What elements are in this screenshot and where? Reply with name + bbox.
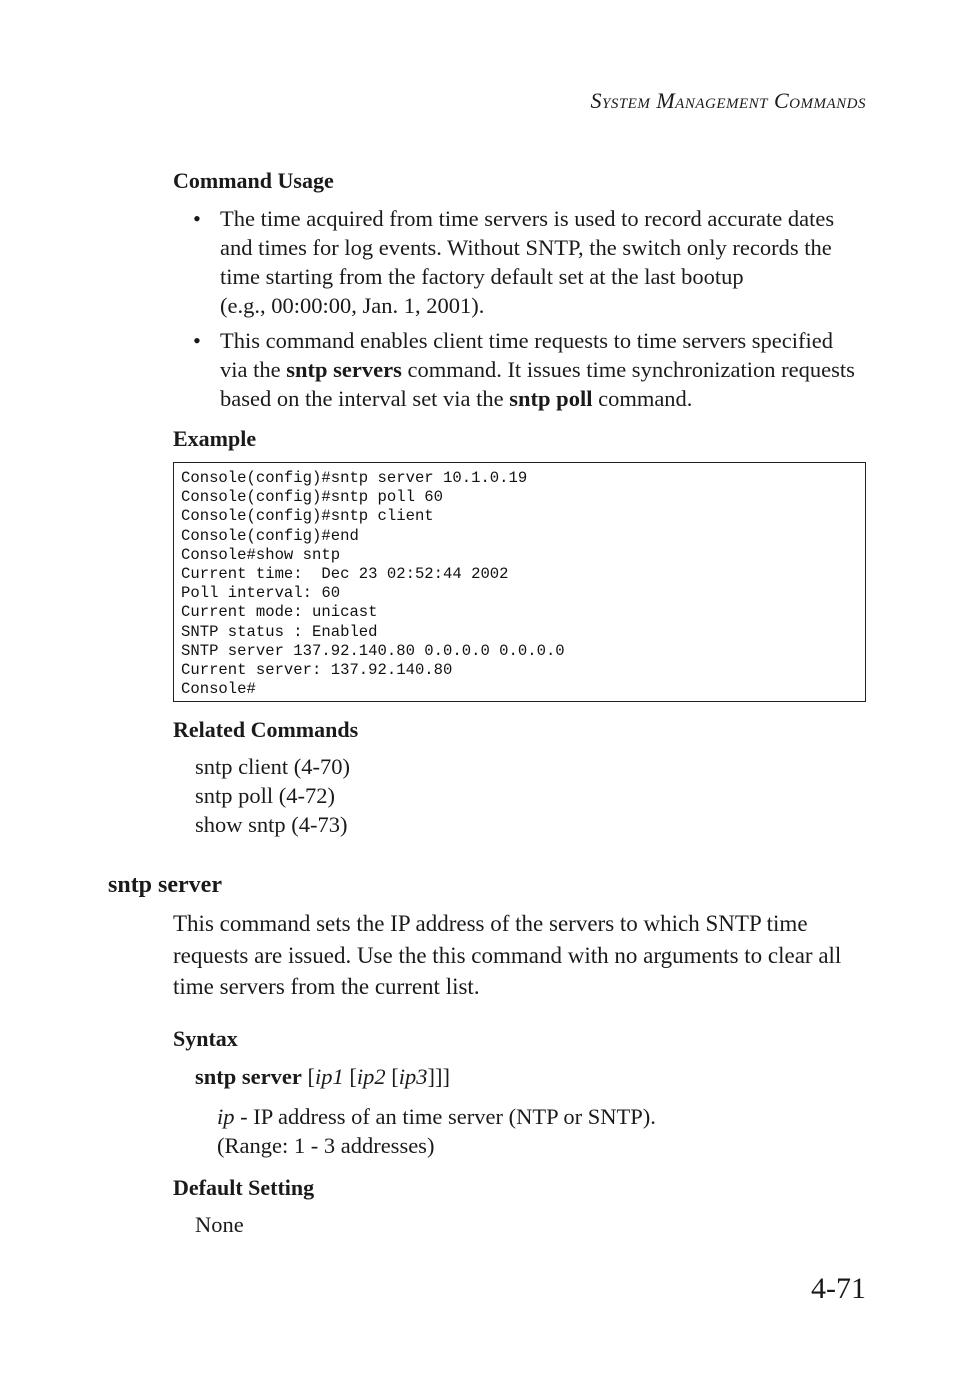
example-heading: Example: [173, 426, 257, 451]
sntp-servers-ref: sntp servers: [286, 357, 402, 382]
bullet-dot: •: [193, 206, 201, 231]
command-usage-heading: Command Usage: [173, 168, 334, 193]
code-line: Console(config)#sntp server 10.1.0.19: [181, 469, 528, 487]
usage-bullet-1-line-3: time starting from the factory default set at the last bootup: [220, 264, 744, 289]
default-setting-heading: Default Setting: [173, 1175, 315, 1200]
sntp-server-description: [173, 908, 873, 1003]
sntp-poll-ref: sntp poll: [509, 386, 593, 411]
related-commands-heading: Related Commands: [173, 717, 359, 742]
code-line: Console(config)#end: [181, 526, 359, 545]
syntax-command: sntp server: [195, 1064, 302, 1089]
param-name: ip: [217, 1104, 235, 1129]
section-title-sntp-server: sntp server: [108, 872, 222, 898]
syntax-heading: Syntax: [173, 1026, 238, 1051]
code-line: Current server: 137.92.140.80: [181, 661, 453, 680]
code-line: Current time: Dec 23 02:52:44 2002: [181, 565, 509, 584]
example-code-box: [173, 462, 866, 702]
code-line: Console#show sntp: [181, 545, 341, 564]
code-line: Poll interval: 60: [181, 584, 341, 603]
code-line: Current mode: unicast: [181, 603, 378, 622]
related-command-item: show sntp (4-73): [195, 812, 348, 837]
usage-bullet-2-line-3: based on the interval set via the sntp poll command.: [220, 386, 693, 411]
usage-bullet-1-line-4: (e.g., 00:00:00, Jan. 1, 2001).: [220, 293, 485, 318]
syntax-arg-ip2: ip2: [356, 1064, 386, 1089]
code-line: Console#: [181, 680, 256, 699]
related-commands-list: [195, 752, 350, 839]
param-range: (Range: 1 - 3 addresses): [217, 1133, 435, 1158]
description-line: This command sets the IP address of the servers to which SNTP time: [173, 911, 808, 936]
usage-bullet-1-line-1: The time acquired from time servers is used to record accurate dates: [220, 206, 835, 231]
page-number: 4-71: [811, 1272, 866, 1305]
running-header: System Management Commands: [590, 88, 866, 113]
usage-bullet-1-line-2: and times for log events. Without SNTP, the switch only records the: [220, 235, 832, 260]
description-line: time servers from the current list.: [173, 974, 480, 999]
related-command-item: sntp poll (4-72): [195, 783, 335, 808]
bullet-dot: •: [193, 328, 201, 353]
usage-bullet-1: [173, 204, 873, 320]
usage-bullet-2-line-2: via the sntp servers command. It issues time synchronization requests: [220, 357, 855, 382]
usage-bullet-2: [173, 326, 873, 413]
command-usage-list: [173, 204, 873, 419]
related-command-item: sntp client (4-70): [195, 754, 350, 779]
syntax-param: [217, 1102, 656, 1160]
code-line: SNTP server 137.92.140.80 0.0.0.0 0.0.0.0: [181, 641, 565, 660]
param-description: - IP address of an time server (NTP or SNTP).: [234, 1104, 656, 1129]
syntax-arg-ip3: ip3: [398, 1064, 428, 1089]
default-setting-value: None: [195, 1212, 244, 1237]
syntax-line: sntp server [ip1 [ip2 [ip3]]]: [195, 1064, 451, 1089]
description-line: requests are issued. Use the this command with no arguments to clear all: [173, 942, 842, 968]
syntax-arg-ip1: ip1: [314, 1064, 344, 1089]
code-line: SNTP status : Enabled: [181, 622, 378, 641]
code-line: Console(config)#sntp client: [181, 507, 434, 526]
usage-bullet-2-line-1: This command enables client time requests to time servers specified: [220, 328, 833, 353]
code-line: Console(config)#sntp poll 60: [181, 488, 444, 507]
